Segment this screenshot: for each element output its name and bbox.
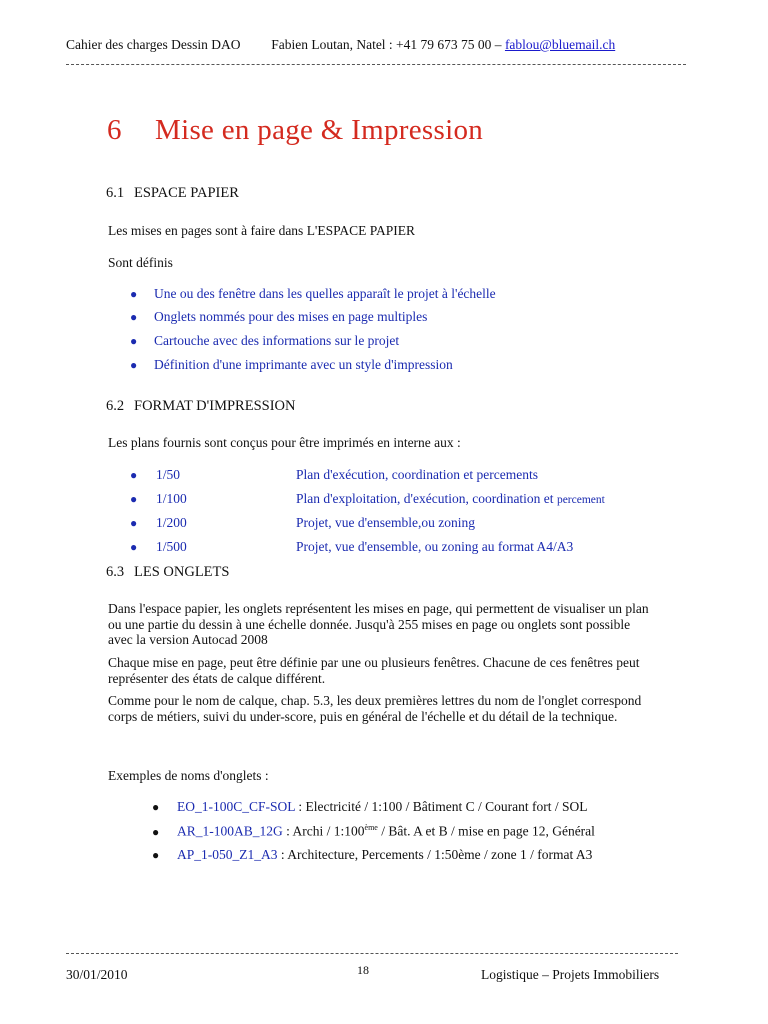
format-scale: 1/200	[156, 515, 187, 530]
bullet-icon: ●	[130, 334, 138, 348]
section-number: 6.3	[106, 564, 125, 580]
list-item-text: Cartouche avec des informations sur le projet	[154, 333, 400, 348]
example-code: EO_1-100C_CF-SOL	[177, 799, 296, 814]
example-sup: ème	[364, 823, 378, 832]
example-desc-rest: / Bât. A et B / mise en page 12, Général	[377, 823, 595, 839]
section-title: LES ONGLETS	[134, 564, 230, 580]
example-desc: : Architecture, Percements / 1:50ème / zone 1 / format A3	[277, 847, 593, 862]
example-code: AP_1-050_Z1_A3	[177, 847, 278, 862]
bullet-icon: ●	[130, 540, 138, 554]
example-item	[152, 847, 592, 863]
chapter-title: Mise en page & Impression	[155, 114, 484, 146]
header-email-link[interactable]: fablou@bluemail.ch	[504, 37, 616, 52]
format-desc-text: Projet, vue d'ensemble,ou zoning	[296, 515, 476, 530]
list-item-text: Onglets nommés pour des mises en page multiples	[154, 309, 428, 324]
bullet-icon: ●	[130, 358, 138, 372]
bullet-icon: ●	[152, 800, 160, 814]
format-desc	[296, 467, 538, 483]
section-1-sub: Sont définis	[108, 255, 173, 270]
section-3-examples-label: Exemples de noms d'onglets :	[108, 768, 269, 783]
section-title: FORMAT D'IMPRESSION	[134, 398, 296, 414]
page-header	[66, 37, 706, 53]
format-desc	[296, 491, 605, 507]
example-item	[152, 799, 587, 815]
section-title: ESPACE PAPIER	[134, 185, 239, 201]
format-row	[130, 539, 690, 555]
format-desc-text: Projet, vue d'ensemble, ou zoning au format A4/A3	[296, 539, 574, 554]
example-desc: : Electricité / 1:100 / Bâtiment C / Courant fort / SOL	[295, 799, 588, 814]
format-desc-text: Plan d'exécution, coordination et percements	[296, 467, 538, 482]
bullet-icon: ●	[152, 824, 160, 839]
bullet-icon: ●	[130, 287, 138, 301]
section-heading-6-3	[106, 564, 229, 581]
bullet-icon: ●	[130, 468, 138, 482]
format-desc-small: percement	[556, 494, 605, 506]
page-number: 18	[357, 963, 369, 977]
format-row	[130, 491, 690, 507]
bullet-icon: ●	[130, 516, 138, 530]
list-item-text: Une ou des fenêtre dans les quelles apparaît le projet à l'échelle	[154, 286, 496, 301]
section-1-intro: Les mises en pages sont à faire dans L'ESPACE PAPIER	[108, 223, 416, 238]
footer-rule	[66, 953, 678, 954]
section-3-para-1: Dans l'espace papier, les onglets représentent les mises en page, qui permettent de visualiser un plan ou une partie du dessin à une échelle donnée. Jusqu'à 255 mises en page ou onglets sont possible avec la version Autocad 2008	[108, 601, 649, 647]
footer-right: Logistique – Projets Immobiliers	[481, 967, 660, 982]
example-item	[152, 823, 595, 840]
format-desc-text: Plan d'exploitation, d'exécution, coordination et	[296, 491, 557, 506]
format-row	[130, 515, 690, 531]
section-3-para-2: Chaque mise en page, peut être définie par une ou plusieurs fenêtres. Chacune de ces fenêtres peut représenter des états de calque différent.	[108, 655, 640, 686]
section-number: 6.1	[106, 185, 125, 201]
section-3-para-3: Comme pour le nom de calque, chap. 5.3, les deux premières lettres du nom de l'onglet correspond corps de métiers, suivi du under-score, puis en général de l'échelle et du détail de la technique.	[108, 693, 642, 724]
header-title: Cahier des charges Dessin DAO	[66, 37, 241, 52]
header-author-phone: Fabien Loutan, Natel : +41 79 673 75 00 –	[271, 37, 502, 52]
format-row	[130, 467, 690, 483]
format-scale: 1/50	[156, 467, 181, 482]
bullet-icon: ●	[152, 848, 160, 862]
section-heading-6-2	[106, 398, 295, 415]
format-desc	[296, 515, 475, 531]
section-2-intro: Les plans fournis sont conçus pour être imprimés en interne aux :	[108, 435, 461, 450]
bullet-icon: ●	[130, 492, 138, 506]
example-code: AR_1-100AB_12G	[177, 823, 283, 839]
chapter-number: 6	[107, 114, 122, 146]
bullet-icon: ●	[130, 310, 138, 324]
format-scale: 1/500	[156, 539, 187, 554]
format-scale: 1/100	[156, 491, 187, 506]
list-item	[130, 309, 427, 325]
list-item	[130, 357, 453, 373]
list-item	[130, 333, 399, 349]
header-rule	[66, 64, 686, 65]
example-desc: : Archi / 1:100	[282, 823, 365, 839]
format-desc	[296, 539, 573, 555]
chapter-heading	[107, 114, 483, 147]
list-item-text: Définition d'une imprimante avec un style d'impression	[154, 357, 453, 372]
footer-date: 30/01/2010	[66, 967, 128, 982]
section-heading-6-1	[106, 185, 239, 202]
list-item	[130, 286, 496, 302]
section-number: 6.2	[106, 398, 125, 414]
